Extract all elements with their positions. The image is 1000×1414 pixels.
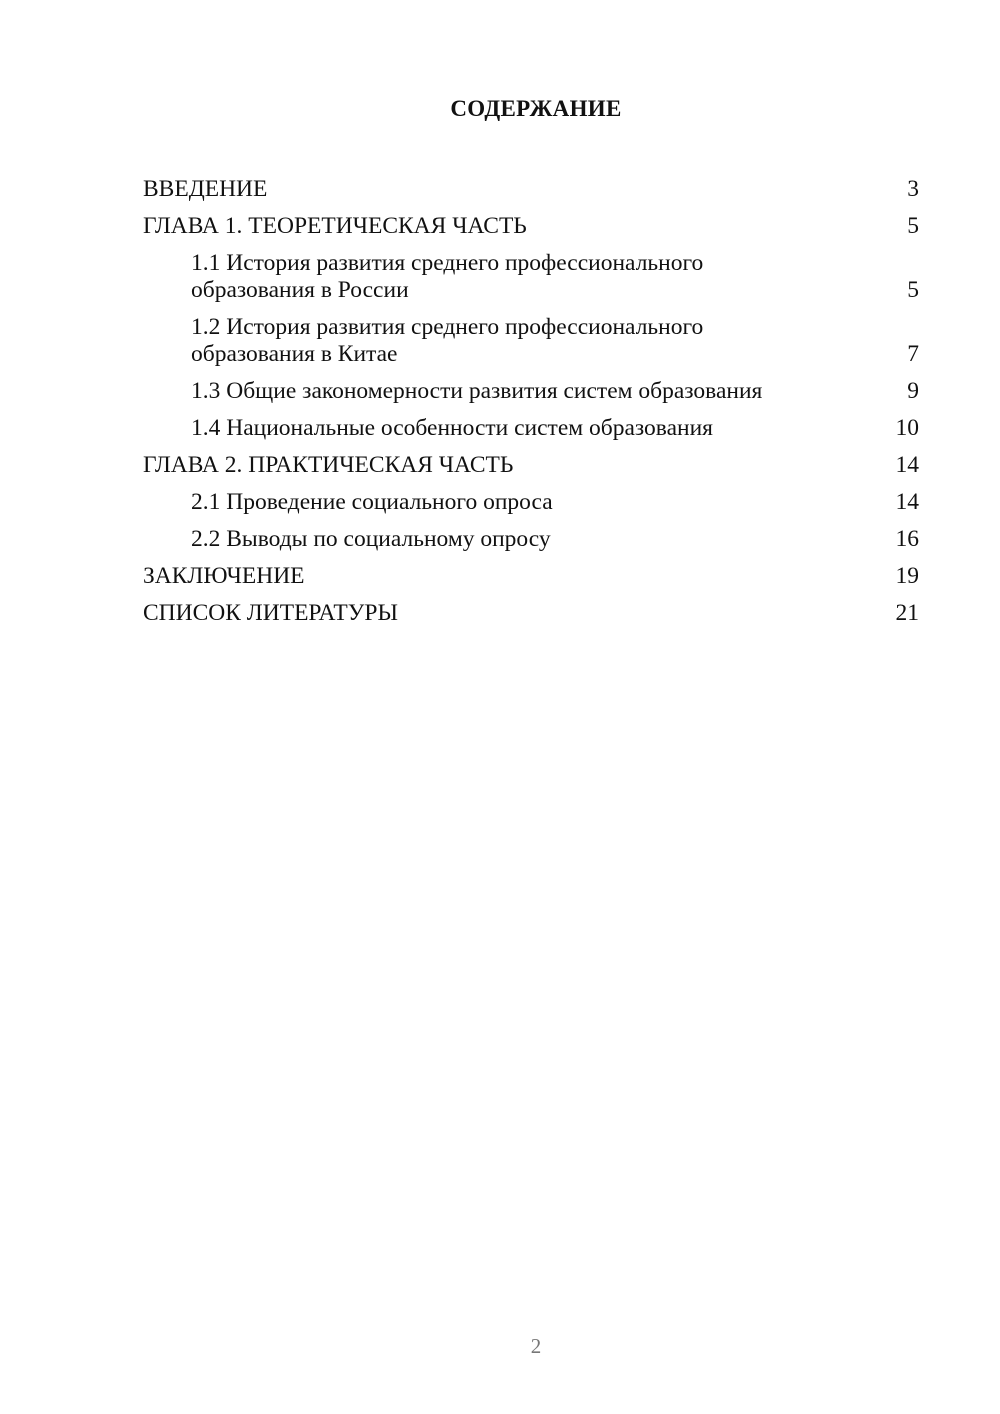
toc-entry-section-1-2[interactable]	[143, 306, 919, 370]
toc-entry-section-1-4[interactable]	[143, 407, 919, 444]
toc-entry-label: 2.1 Проведение социального опроса	[191, 489, 553, 515]
toc-entry-section-2-1[interactable]	[143, 481, 919, 518]
toc-entry-label: ВВЕДЕНИЕ	[143, 176, 268, 202]
toc-entry-page: 19	[895, 563, 919, 589]
toc-entry-page: 9	[907, 378, 919, 404]
toc-entry-chapter-1[interactable]	[143, 205, 919, 242]
table-of-contents	[143, 168, 919, 629]
toc-entry-section-2-2[interactable]	[143, 518, 919, 555]
toc-entry-page: 5	[907, 213, 919, 239]
toc-entry-page: 10	[895, 415, 919, 441]
toc-entry-label: ЗАКЛЮЧЕНИЕ	[143, 563, 305, 589]
toc-entry-page: 14	[895, 489, 919, 515]
toc-entry-label: ГЛАВА 2. ПРАКТИЧЕСКАЯ ЧАСТЬ	[143, 452, 514, 478]
toc-entry-references[interactable]	[143, 592, 919, 629]
toc-entry-label: 1.2 История развития среднего профессионального образования в Китае	[191, 314, 704, 367]
toc-entry-section-1-1[interactable]	[143, 242, 919, 306]
toc-entry-introduction[interactable]	[143, 168, 919, 205]
toc-entry-label: 1.3 Общие закономерности развития систем образования	[191, 378, 763, 404]
toc-entry-label: 1.4 Национальные особенности систем образования	[191, 415, 713, 441]
toc-entry-page: 5	[907, 277, 919, 303]
toc-entry-label: 1.1 История развития среднего профессионального образования в России	[191, 250, 704, 303]
toc-entry-page: 21	[895, 600, 919, 626]
toc-entry-section-1-3[interactable]	[143, 370, 919, 407]
toc-entry-page: 14	[895, 452, 919, 478]
toc-entry-page: 3	[907, 176, 919, 202]
toc-entry-label: ГЛАВА 1. ТЕОРЕТИЧЕСКАЯ ЧАСТЬ	[143, 213, 527, 239]
toc-entry-page: 16	[895, 526, 919, 552]
toc-entry-conclusion[interactable]	[143, 555, 919, 592]
toc-entry-page: 7	[907, 341, 919, 367]
toc-entry-label: СПИСОК ЛИТЕРАТУРЫ	[143, 600, 398, 626]
toc-entry-chapter-2[interactable]	[143, 444, 919, 481]
page-number: 2	[530, 1334, 542, 1358]
toc-entry-label: 2.2 Выводы по социальному опросу	[191, 526, 551, 552]
toc-title: СОДЕРЖАНИЕ	[450, 96, 622, 121]
